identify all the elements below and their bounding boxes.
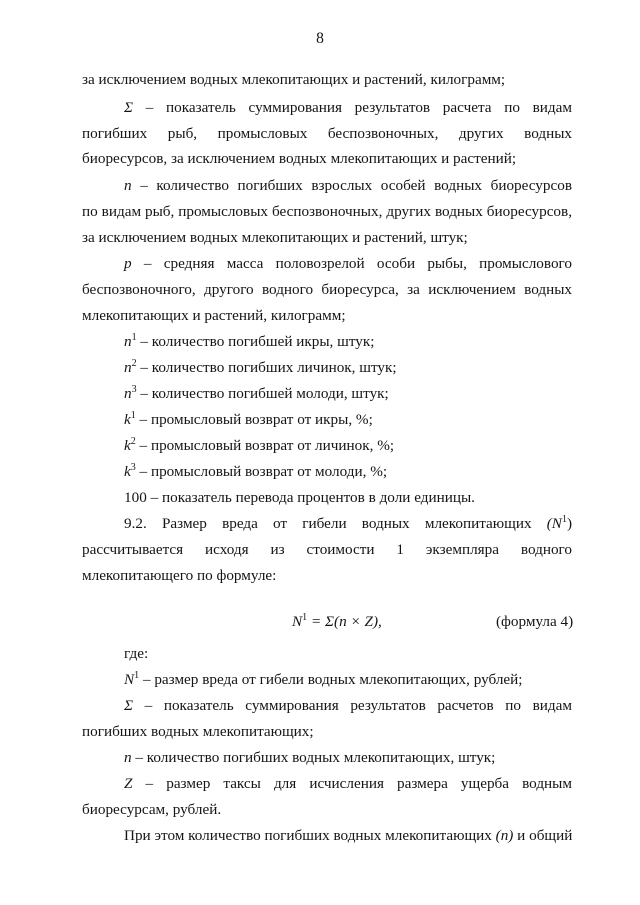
n-reference: (n) [495, 827, 514, 844]
text-line [124, 410, 572, 430]
k-symbol: k [124, 463, 131, 480]
n-symbol: n [124, 749, 132, 766]
line-text: – количество погибшей икры, штук; [140, 333, 375, 350]
text-line [124, 748, 572, 768]
text-line [124, 514, 572, 534]
text-line: 100 – показатель перевода процентов в доли единицы. [124, 489, 475, 506]
text-line [124, 358, 572, 378]
text-line: биоресурсов, за исключением водных млекопитающих и растений; [82, 150, 517, 167]
line-text: – количество погибших личинок, штук; [140, 359, 397, 376]
N-symbol: N [292, 613, 303, 630]
superscript: 3 [131, 383, 137, 395]
k-symbol: k [124, 411, 131, 428]
text-line: где: [124, 645, 149, 662]
page-number: 8 [316, 30, 324, 47]
text-line [124, 670, 572, 690]
superscript: 1 [302, 611, 308, 623]
text-line: за исключением водных млекопитающих и растений, штук; [82, 229, 468, 246]
text-line [124, 384, 572, 404]
line-text: – размер таксы для исчисления размера ущерба водным [145, 775, 573, 792]
line-text: При этом количество погибших водных млекопитающих [124, 827, 492, 844]
n1-reference: $(N^1)$ [546, 513, 572, 532]
line-text: 9.2. Размер вреда от гибели водных млекопитающих [124, 515, 532, 532]
superscript: 1 [131, 331, 137, 343]
sigma-symbol: Σ [124, 99, 134, 116]
line-text: – показатель суммирования результатов расчетов по видам [144, 697, 573, 714]
text-line: млекопитающего по формуле: [82, 567, 277, 584]
text-line: за исключением водных млекопитающих и растений, килограмм; [82, 71, 506, 88]
superscript: 1 [134, 669, 140, 681]
p-symbol: p [124, 255, 132, 272]
superscript: 2 [131, 357, 137, 369]
text-line: млекопитающих и растений, килограмм; [82, 307, 346, 324]
text-line [124, 176, 572, 196]
text-line: погибших водных млекопитающих; [82, 723, 314, 740]
n-symbol: n [124, 359, 132, 376]
text-line [124, 332, 572, 352]
text-line [124, 98, 572, 118]
line-text: – количество погибших водных млекопитающих, штук; [135, 749, 496, 766]
n-symbol: n [124, 333, 132, 350]
sigma-symbol: Σ [124, 697, 134, 714]
n-symbol: n [124, 177, 132, 194]
n-symbol: n [124, 385, 132, 402]
k-symbol: k [124, 437, 131, 454]
formula [292, 612, 382, 632]
formula-expression: = Σ(n × Z), [310, 613, 382, 630]
text-line: по видам рыб, промысловых беспозвоночных, других водных биоресурсов, [82, 203, 572, 220]
line-text: – количество погибших взрослых особей водных биоресурсов [140, 177, 572, 194]
line-text: – промысловый возврат от личинок, %; [139, 437, 395, 454]
text-line [124, 462, 572, 482]
line-text: и общий [517, 827, 573, 844]
line-text: – размер вреда от гибели водных млекопитающих, рублей; [142, 671, 523, 688]
text-line [124, 254, 572, 274]
Z-symbol: Z [124, 775, 133, 792]
text-line [124, 436, 572, 456]
text-line: биоресурсам, рублей. [82, 801, 222, 818]
formula-label: (формула 4) [496, 613, 574, 630]
N-symbol: N [124, 671, 135, 688]
superscript: 3 [130, 461, 136, 473]
text-line: погибших рыб, промысловых беспозвоночных, других водных [82, 125, 572, 142]
line-text: – средняя масса половозрелой особи рыбы, промыслового [143, 255, 572, 272]
line-text: – промысловый возврат от икры, %; [139, 411, 373, 428]
text-line: рассчитывается исходя из стоимости 1 экземпляра водного [82, 541, 572, 558]
superscript: 1 [130, 409, 136, 421]
text-line [124, 826, 572, 846]
superscript: 2 [130, 435, 136, 447]
text-line [124, 774, 572, 794]
text-line: беспозвоночного, другого водного биоресурса, за исключением водных [82, 281, 572, 298]
text-line [124, 696, 572, 716]
line-text: – показатель суммирования результатов расчета по видам [145, 99, 572, 116]
line-text: – промысловый возврат от молоди, %; [139, 463, 388, 480]
line-text: – количество погибшей молоди, штук; [140, 385, 389, 402]
